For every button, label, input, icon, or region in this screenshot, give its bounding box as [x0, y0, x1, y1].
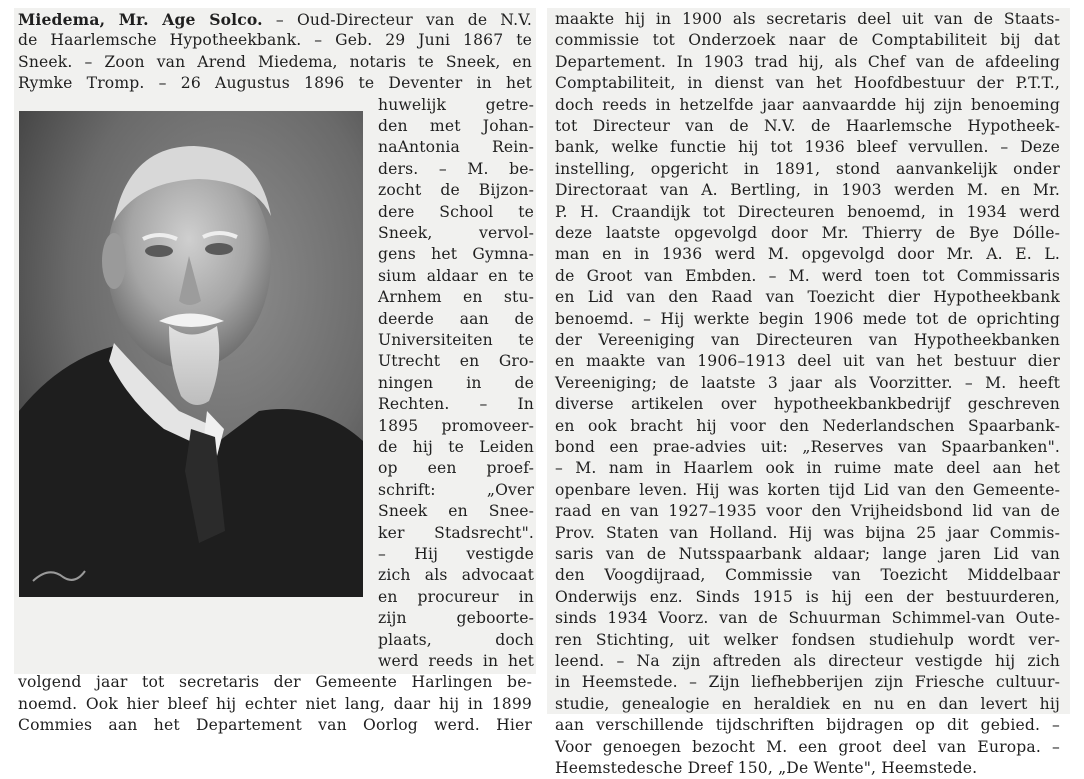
text-line: den met Johan-	[378, 117, 534, 135]
text-line: de hij te Leiden	[378, 438, 534, 456]
text-line: raad en van 1927–1935 voor den Vrijheidsbond lid van de	[555, 502, 1060, 521]
text-line: ker Stadsrecht".	[378, 523, 534, 542]
text-line: tot Directeur van de N.V. de Haarlemsche Hypotheek-	[555, 117, 1060, 135]
text-line: diverse artikelen over hypotheekbankbedrijf geschreven	[555, 395, 1060, 414]
text-line: werd reeds in het	[378, 652, 534, 670]
text-line: Onderwijs enz. Sinds 1915 is hij een der bestuurderen,	[555, 587, 1060, 606]
text-line: Utrecht en Gro-	[378, 352, 534, 371]
text-line: Sneek en Snee-	[378, 502, 534, 521]
entry-first-line	[18, 9, 532, 31]
text-line: der Vereeniging van Directeuren van Hypotheekbanken	[555, 331, 1060, 349]
text-line: ningen in de	[378, 373, 534, 392]
text-line: maakte hij in 1900 als secretaris deel uit van de Staats-	[555, 10, 1060, 28]
text-line: Directoraat van A. Bertling, in 1903 werden M. en Mr.	[555, 181, 1060, 200]
text-line: benoemd. – Hij werkte begin 1906 mede tot de oprichting	[555, 309, 1060, 328]
text-line: Comptabiliteit, in dienst van het Hoofdbestuur der P.T.T.,	[555, 74, 1060, 93]
text-line: Universiteiten te	[378, 331, 534, 349]
text-line: Commies aan het Departement van Oorlog werd. Hier	[18, 716, 532, 735]
text-line: Rymke Tromp. – 26 Augustus 1896 te Deventer in het	[18, 74, 532, 93]
text-line: deerde aan de	[378, 309, 534, 328]
text-line: den Voogdijraad, Commissie van Toezicht Middelbaar	[555, 566, 1060, 585]
text-line: zich als advocaat	[378, 566, 534, 585]
text-line: de Groot van Embden. – M. werd toen tot Commissaris	[555, 266, 1060, 285]
portrait-photo-icon	[19, 111, 363, 597]
right-column	[547, 8, 1070, 777]
text-line: leend. – Na zijn aftreden als directeur vestigde hij zich	[555, 652, 1060, 670]
text-line: Heemstedesche Dreef 150, „De Wente", Heemstede.	[555, 759, 978, 777]
text-line: commissie tot Onderzoek naar de Comptabiliteit bij dat	[555, 31, 1060, 50]
text-line: op een proef-	[378, 459, 534, 478]
text-line: bank, welke functie hij tot 1936 bleef vervullen. – Deze	[555, 138, 1060, 157]
text-line: deze laatste opgevolgd door Mr. Thierry de Bye Dólle-	[555, 224, 1060, 242]
text-line: Arnhem en stu-	[378, 288, 534, 307]
text-line: Sneek, vervol-	[378, 224, 534, 242]
text-line: noemd. Ook hier bleef hij echter niet lang, daar hij in 1899	[18, 694, 532, 713]
text-line: zijn geboorte-	[378, 609, 534, 628]
text-line: Voor genoegen bezocht M. een groot deel van Europa. –	[555, 737, 1060, 756]
text-line: en ook bracht hij voor den Nederlandschen Spaarbank-	[555, 416, 1060, 435]
text-line: en procureur in	[378, 587, 534, 606]
text-line: 1895 promoveer-	[378, 416, 534, 435]
text-line: naAntonia Rein-	[378, 138, 534, 157]
text-line: saris van de Nutsspaarbank aldaar; lange jaren Lid van	[555, 545, 1060, 563]
text-line: – M. nam in Haarlem ook in ruime mate deel aan het	[555, 459, 1060, 478]
text-line: en Lid van den Raad van Toezicht dier Hypotheekbank	[555, 288, 1060, 307]
entry-first-line-rest: – Oud-Directeur van de N.V.	[262, 11, 533, 29]
text-line: Vereeniging; de laatste 3 jaar als Voorzitter. – M. heeft	[555, 373, 1060, 392]
text-line: Rechten. – In	[378, 395, 534, 414]
text-line: Prov. Staten van Holland. Hij was bijna 25 jaar Commis-	[555, 523, 1060, 542]
text-line: de Haarlemsche Hypotheekbank. – Geb. 29 Juni 1867 te	[18, 31, 532, 50]
text-line: zocht de Bijzon-	[378, 181, 534, 200]
text-line: ders. – M. be-	[378, 159, 534, 178]
text-line: – Hij vestigde	[378, 545, 534, 563]
text-line: huwelijk getre-	[378, 95, 534, 114]
text-line: Sneek. – Zoon van Arend Miedema, notaris te Sneek, en	[18, 52, 532, 71]
text-line: aan verschillende tijdschriften bijdragen op dit gebied. –	[555, 716, 1060, 735]
text-line: dere School te	[378, 202, 534, 221]
text-line: openbare leven. Hij was korten tijd Lid van den Gemeente-	[555, 480, 1060, 499]
text-line: bond een prae-advies uit: „Reserves van Spaarbanken".	[555, 438, 1060, 456]
text-line: in Heemstede. – Zijn liefhebberijen zijn Friesche cultuur-	[555, 673, 1060, 692]
entry-name: Miedema, Mr. Age Solco.	[18, 10, 263, 29]
left-column	[14, 8, 536, 735]
text-line: instelling, opgericht in 1891, stond aanvankelijk onder	[555, 159, 1060, 178]
text-line: man en in 1936 werd M. opgevolgd door Mr. A. E. L.	[555, 245, 1060, 264]
portrait-photo	[19, 111, 363, 597]
text-line: plaats, doch	[378, 630, 534, 649]
text-line: studie, genealogie en heraldiek en nu en dan levert hij	[555, 694, 1060, 713]
text-line: doch reeds in hetzelfde jaar aanvaardde hij zijn benoeming	[555, 95, 1060, 114]
text-line: en maakte van 1906–1913 deel uit van het bestuur dier	[555, 352, 1060, 371]
text-line: sium aldaar en te	[378, 266, 534, 285]
text-line: schrift: „Over	[378, 480, 534, 499]
text-line: ren Stichting, uit welker fondsen studiehulp wordt ver-	[555, 630, 1060, 649]
text-line: sinds 1934 Voorz. van de Schuurman Schimmel-van Oute-	[555, 609, 1060, 628]
text-line: volgend jaar tot secretaris der Gemeente Harlingen be-	[18, 673, 532, 692]
text-line: gens het Gymna-	[378, 245, 534, 264]
text-line: Departement. In 1903 trad hij, als Chef van de afdeeling	[555, 52, 1060, 71]
text-line: P. H. Craandijk tot Directeuren benoemd, in 1934 werd	[555, 202, 1060, 221]
